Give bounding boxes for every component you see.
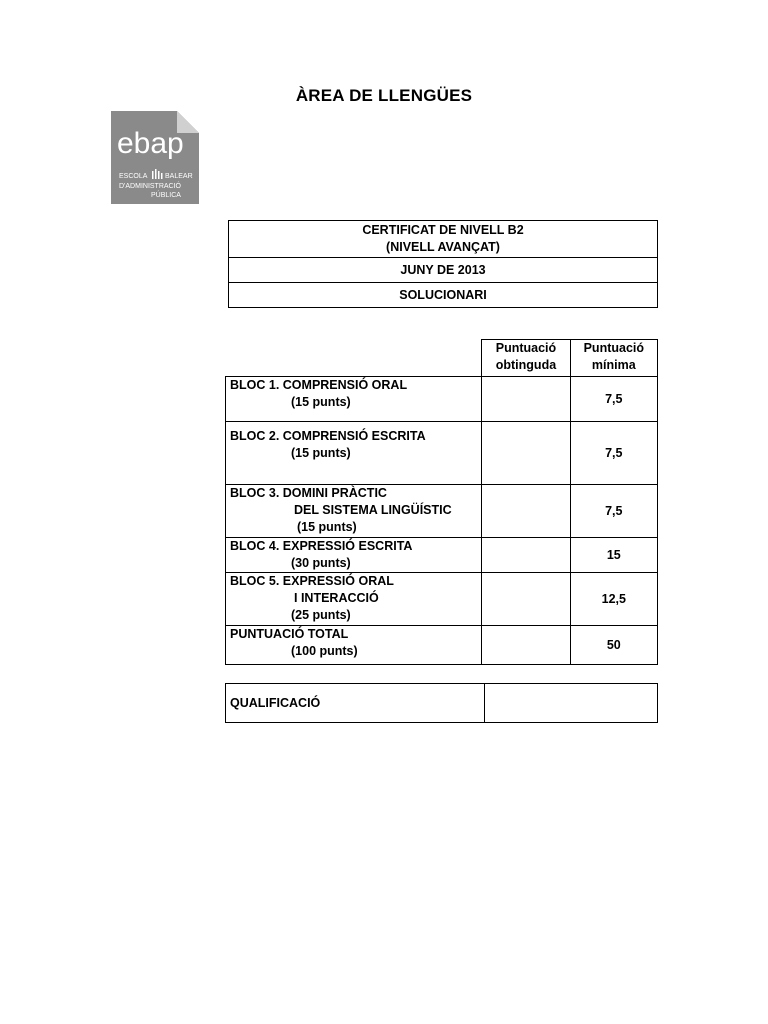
obtained-score-cell[interactable] [482,485,570,538]
block-label [226,573,482,626]
header-minimum [570,340,657,377]
minimum-score: 15 [570,538,657,573]
header-minimum-line2: mínima [591,358,636,372]
header-obtained-line1: Puntuació [495,341,557,355]
certificate-date: JUNY DE 2013 [229,258,658,283]
table-row [226,422,658,485]
obtained-score-cell[interactable] [482,422,570,485]
logo-line3: PÚBLICA [151,192,181,199]
table-row [226,485,658,538]
block-points: (15 punts) [291,446,351,460]
minimum-score: 7,5 [570,485,657,538]
scores-table [225,339,658,665]
certificate-name-cell [229,221,658,258]
obtained-score-cell[interactable] [482,573,570,626]
block-title: BLOC 2. COMPRENSIÓ ESCRITA [230,429,426,443]
block-title: BLOC 3. DOMINI PRÀCTIC [230,486,387,500]
qualification-table [225,683,658,723]
block-title: BLOC 5. EXPRESSIÓ ORAL [230,574,394,588]
ebap-logo [111,111,199,204]
block-points: (15 punts) [291,395,351,409]
obtained-score-cell[interactable] [482,538,570,573]
logo-line1: ESCOLA [119,173,148,180]
block-label [226,422,482,485]
block-points: (15 punts) [297,520,357,534]
table-row [226,377,658,422]
total-title: PUNTUACIÓ TOTAL [230,627,349,641]
block-label [226,485,482,538]
ebap-logo-graphic [111,111,199,204]
header-obtained-line2: obtinguda [495,358,557,372]
obtained-score-cell[interactable] [482,377,570,422]
table-row [226,626,658,665]
table-row [226,573,658,626]
block-title: BLOC 4. EXPRESSIÓ ESCRITA [230,539,413,553]
logo-brand-text: ebap [117,127,184,160]
total-label [226,626,482,665]
table-row [226,538,658,573]
block-title: BLOC 1. COMPRENSIÓ ORAL [230,378,408,392]
obtained-total-cell[interactable] [482,626,570,665]
certificate-name-line1: CERTIFICAT DE NIVELL B2 [362,223,524,237]
qualification-label: QUALIFICACIÓ [226,684,485,723]
header-minimum-line1: Puntuació [583,341,645,355]
certificate-type: SOLUCIONARI [229,283,658,308]
block-points: (25 punts) [291,608,351,622]
certificate-name-line2: (NIVELL AVANÇAT) [386,240,500,254]
certificate-header-table [228,220,658,308]
logo-line1b: BALEAR [165,173,193,180]
minimum-score: 12,5 [570,573,657,626]
qualification-value-cell[interactable] [485,684,658,723]
minimum-score: 7,5 [570,377,657,422]
block-subtitle: I INTERACCIÓ [294,591,379,605]
block-label [226,377,482,422]
block-label [226,538,482,573]
minimum-total: 50 [570,626,657,665]
block-subtitle: DEL SISTEMA LINGÜÍSTIC [294,503,452,517]
logo-line2: D'ADMINISTRACIÓ [119,183,182,190]
minimum-score: 7,5 [570,422,657,485]
block-points: (30 punts) [291,556,351,570]
header-obtained [482,340,570,377]
page-title: ÀREA DE LLENGÜES [295,86,473,105]
total-points: (100 punts) [291,644,358,658]
